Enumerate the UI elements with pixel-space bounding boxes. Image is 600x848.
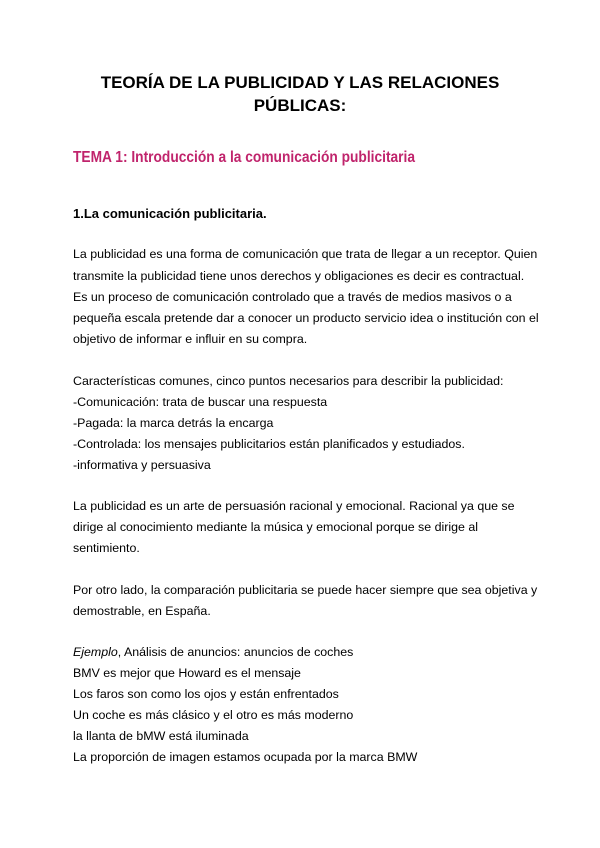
paragraph-1-line: Es un proceso de comunicación controlado que a través de medios masivos o a — [73, 290, 512, 304]
paragraph-3-line: dirige al conocimiento mediante la música y emocional porque se dirige al — [73, 520, 478, 534]
paragraph-4-line: Por otro lado, la comparación publicitaria se puede hacer siempre que sea objetiva y — [73, 583, 538, 597]
document-title — [60, 71, 540, 117]
example-line: la llanta de bMW está iluminada — [73, 729, 249, 743]
example-line: La proporción de imagen estamos ocupada por la marca BMW — [73, 750, 418, 764]
paragraph-1-line: objetivo de informar e influir en su compra. — [73, 332, 308, 346]
example-line: BMV es mejor que Howard es el mensaje — [73, 666, 301, 680]
example-intro-line — [73, 644, 353, 660]
paragraph-1-line: pequeña escala pretende dar a conocer un producto servicio idea o institución con el — [73, 311, 539, 325]
paragraph-1-line: transmite la publicidad tiene unos derechos y obligaciones es decir es contractual. — [73, 269, 525, 283]
paragraph-3-line: sentimiento. — [73, 541, 140, 555]
paragraph-1-line: La publicidad es una forma de comunicación que trata de llegar a un receptor. Quien — [73, 247, 538, 261]
characteristics-item: -Comunicación: trata de buscar una respuesta — [73, 395, 328, 409]
characteristics-item: -Controlada: los mensajes publicitarios están planificados y estudiados. — [73, 437, 465, 451]
paragraph-3-line: La publicidad es un arte de persuasión racional y emocional. Racional ya que se — [73, 499, 515, 513]
section-heading: 1.La comunicación publicitaria. — [73, 206, 267, 221]
topic-title: TEMA 1: Introducción a la comunicación publicitaria — [73, 149, 416, 166]
characteristics-item: -informativa y persuasiva — [73, 458, 211, 472]
example-intro: , Análisis de anuncios: anuncios de coches — [117, 645, 354, 659]
document-title-line-1: TEORÍA DE LA PUBLICIDAD Y LAS RELACIONES — [100, 73, 500, 92]
characteristics-item: -Pagada: la marca detrás la encarga — [73, 416, 274, 430]
paragraph-4-line: demostrable, en España. — [73, 604, 211, 618]
characteristics-intro: Características comunes, cinco puntos necesarios para describir la publicidad: — [73, 374, 504, 388]
example-line: Un coche es más clásico y el otro es más moderno — [73, 708, 354, 722]
example-line: Los faros son como los ojos y están enfrentados — [73, 687, 339, 701]
document-title-line-2: PÚBLICAS: — [253, 96, 347, 115]
example-label: Ejemplo — [73, 645, 118, 659]
